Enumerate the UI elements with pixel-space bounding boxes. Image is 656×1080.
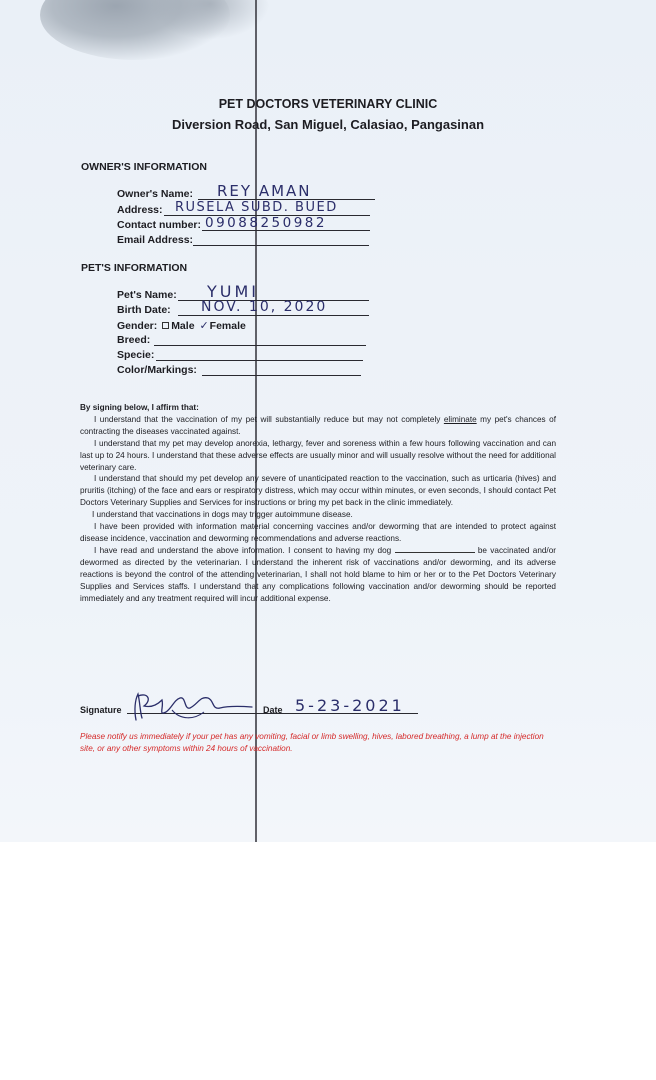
gender-label: Gender:	[117, 320, 158, 332]
notice-text: Please notify us immediately if your pet has any vomiting, facial or limb swelling, hives, labored breathing, a lump at the injection site, or any other symptoms within 24 hours of vaccination.	[80, 732, 544, 753]
handwritten-signature	[128, 690, 258, 724]
gender-female-checkmark-icon[interactable]: ✓	[199, 319, 209, 332]
contact-label: Contact number:	[117, 219, 201, 231]
gender-male-checkbox[interactable]	[162, 322, 169, 329]
signature-label: Signature	[80, 705, 122, 715]
color-markings-label: Color/Markings:	[117, 364, 197, 376]
birth-date-value: NOV. 10, 2020	[201, 299, 328, 315]
pet-section-title: PET'S INFORMATION	[81, 262, 188, 274]
owner-name-label: Owner's Name:	[117, 188, 194, 200]
owner-section-title: OWNER'S INFORMATION	[81, 161, 207, 173]
clinic-name: PET DOCTORS VETERINARY CLINIC	[218, 97, 438, 111]
gender-male-option: Male	[171, 320, 195, 332]
color-markings-line	[202, 375, 361, 376]
consent-p6-b: be vaccinated and/or dewormed as directed by the veterinarian. I understand the inherent risk of vaccinations and/or deworming, and its adverse reactions is beyond the control of the attending veterinarian, I shall not hold blame to him or her or to the Pet Doctors Veterinary Supplies and Services staffs. I understand that any complications following vaccination and/or deworming should be reported immediately and any treatment required will incur additional expense.	[80, 545, 556, 603]
date-label: Date	[263, 705, 283, 715]
breed-label: Breed:	[117, 334, 151, 346]
specie-line	[156, 360, 363, 361]
consent-paragraph: I understand that my pet may develop anorexia, lethargy, fever and soreness within a few hours following vaccination and can last up to 24 hours. I understand that these adverse effects are usually minor and will usually resolve without the need for additional veterinary care.	[80, 438, 556, 472]
consent-p1-underline: eliminate	[443, 414, 477, 424]
date-value: 5-23-2021	[295, 696, 405, 715]
consent-text	[80, 402, 556, 604]
pet-name-value: YUMI	[207, 282, 260, 301]
address-label: Address:	[117, 204, 163, 216]
consent-paragraph: I understand that vaccinations in dogs may trigger autoimmune disease.	[92, 510, 353, 520]
consent-paragraph	[80, 414, 556, 438]
email-label: Email Address:	[117, 234, 194, 246]
consent-paragraph	[80, 545, 556, 605]
consent-intro: By signing below, I affirm that:	[80, 403, 199, 412]
birth-date-label: Birth Date:	[117, 304, 171, 316]
owner-name-value: REY AMAN	[217, 182, 312, 200]
clinic-address: Diversion Road, San Miguel, Calasiao, Pangasinan	[171, 117, 485, 132]
specie-label: Specie:	[117, 349, 155, 361]
birth-date-line	[178, 315, 369, 316]
gender-row	[117, 319, 246, 332]
signature-row	[80, 698, 560, 728]
contact-value: 09088250982	[205, 215, 327, 231]
gender-female-option: Female	[209, 320, 246, 332]
consent-p1-a: I understand that the vaccination of my pet will substantially reduce but may not completely	[94, 414, 441, 424]
consent-paragraph: I understand that should my pet develop any severe of unanticipated reaction to the vaccination, such as urticaria (hives) and pruritis (itching) of the face and ears or respiratory distress, which may occur within minutes, or even seconds, I should contact Pet Doctors Veterinary Supplies and Services for instructions or bring my pet back in the clinic immediately.	[80, 474, 556, 508]
email-line	[193, 245, 369, 246]
consent-p1-c: my pet's chances of contracting the diseases vaccinated against.	[80, 414, 556, 436]
dog-name-blank[interactable]	[395, 545, 475, 553]
breed-line	[154, 345, 366, 346]
consent-p6-a: I have read and understand the above information. I consent to having my dog	[94, 545, 392, 555]
pet-name-label: Pet's Name:	[117, 289, 177, 301]
address-value: RUSELA SUBD. BUED	[175, 200, 338, 215]
consent-paragraph: I have been provided with information material concerning vaccines and/or deworming that are intended to protect against disease incidence, vaccination and deworming recommendations and adverse reactions.	[80, 522, 556, 543]
